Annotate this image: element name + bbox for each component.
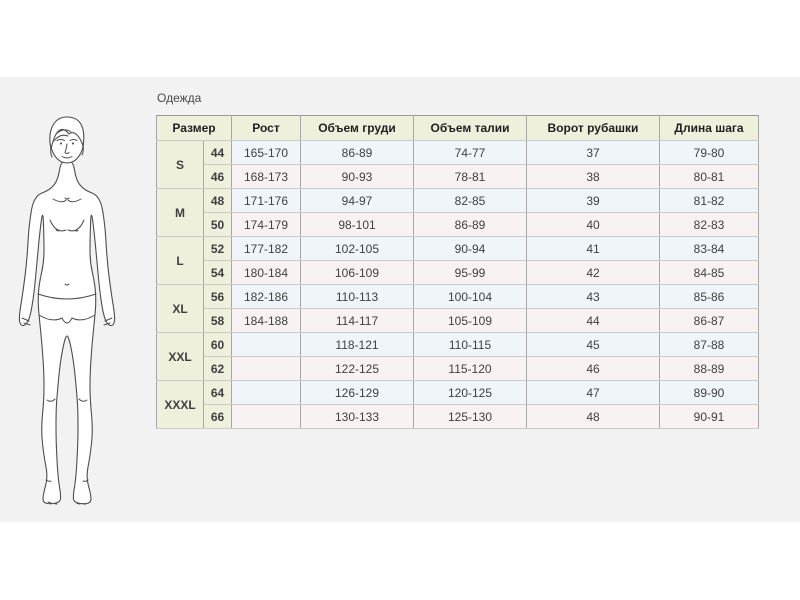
size-number-cell: 64 [204,381,232,405]
size-group-cell: XXL [157,333,204,381]
male-figure-illustration [8,112,126,510]
waist-cell: 78-81 [414,165,527,189]
collar-cell: 42 [527,261,660,285]
size-number-cell: 54 [204,261,232,285]
page-title: Одежда [157,91,202,105]
height-cell: 171-176 [232,189,301,213]
step-cell: 83-84 [660,237,759,261]
chest-cell: 130-133 [301,405,414,429]
step-cell: 87-88 [660,333,759,357]
chest-cell: 118-121 [301,333,414,357]
size-number-cell: 56 [204,285,232,309]
size-number-cell: 50 [204,213,232,237]
waist-cell: 95-99 [414,261,527,285]
size-number-cell: 58 [204,309,232,333]
collar-cell: 43 [527,285,660,309]
waist-cell: 105-109 [414,309,527,333]
height-cell [232,357,301,381]
size-number-cell: 44 [204,141,232,165]
table-row [157,141,759,165]
header-step: Длина шага [660,116,759,141]
waist-cell: 100-104 [414,285,527,309]
collar-cell: 46 [527,357,660,381]
step-cell: 88-89 [660,357,759,381]
waist-cell: 120-125 [414,381,527,405]
chest-cell: 98-101 [301,213,414,237]
waist-cell: 86-89 [414,213,527,237]
size-number-cell: 66 [204,405,232,429]
header-size: Размер [157,116,232,141]
step-cell: 79-80 [660,141,759,165]
table-row [157,285,759,309]
collar-cell: 47 [527,381,660,405]
height-cell: 177-182 [232,237,301,261]
step-cell: 81-82 [660,189,759,213]
size-number-cell: 46 [204,165,232,189]
size-table [156,115,759,429]
size-table-container [156,115,759,429]
collar-cell: 38 [527,165,660,189]
chest-cell: 90-93 [301,165,414,189]
table-row [157,213,759,237]
height-cell: 184-188 [232,309,301,333]
table-row [157,189,759,213]
chest-cell: 126-129 [301,381,414,405]
table-row [157,165,759,189]
collar-cell: 45 [527,333,660,357]
height-cell: 180-184 [232,261,301,285]
chest-cell: 110-113 [301,285,414,309]
height-cell [232,381,301,405]
size-table-body [157,141,759,429]
size-group-cell: XL [157,285,204,333]
waist-cell: 115-120 [414,357,527,381]
size-number-cell: 52 [204,237,232,261]
male-body-line-drawing [8,112,126,510]
table-row [157,333,759,357]
size-number-cell: 48 [204,189,232,213]
table-row [157,381,759,405]
step-cell: 89-90 [660,381,759,405]
height-cell: 165-170 [232,141,301,165]
step-cell: 85-86 [660,285,759,309]
height-cell [232,405,301,429]
chest-cell: 106-109 [301,261,414,285]
chest-cell: 114-117 [301,309,414,333]
collar-cell: 37 [527,141,660,165]
chest-cell: 102-105 [301,237,414,261]
size-group-cell: L [157,237,204,285]
header-collar: Ворот рубашки [527,116,660,141]
table-header-row [157,116,759,141]
height-cell: 174-179 [232,213,301,237]
size-group-cell: S [157,141,204,189]
size-number-cell: 60 [204,333,232,357]
header-chest: Объем груди [301,116,414,141]
collar-cell: 40 [527,213,660,237]
collar-cell: 44 [527,309,660,333]
chest-cell: 94-97 [301,189,414,213]
size-group-cell: XXXL [157,381,204,429]
waist-cell: 82-85 [414,189,527,213]
step-cell: 84-85 [660,261,759,285]
body-outline [19,160,114,504]
table-row [157,309,759,333]
waist-cell: 110-115 [414,333,527,357]
table-row [157,237,759,261]
step-cell: 80-81 [660,165,759,189]
header-waist: Объем талии [414,116,527,141]
collar-cell: 41 [527,237,660,261]
waist-cell: 90-94 [414,237,527,261]
chest-cell: 122-125 [301,357,414,381]
step-cell: 90-91 [660,405,759,429]
chest-cell: 86-89 [301,141,414,165]
waist-cell: 74-77 [414,141,527,165]
height-cell: 168-173 [232,165,301,189]
waist-cell: 125-130 [414,405,527,429]
step-cell: 86-87 [660,309,759,333]
size-number-cell: 62 [204,357,232,381]
header-height: Рост [232,116,301,141]
size-group-cell: M [157,189,204,237]
step-cell: 82-83 [660,213,759,237]
table-row [157,405,759,429]
height-cell [232,333,301,357]
height-cell: 182-186 [232,285,301,309]
table-row [157,357,759,381]
right-eye [72,143,74,145]
left-eye [60,143,62,145]
collar-cell: 39 [527,189,660,213]
collar-cell: 48 [527,405,660,429]
table-row [157,261,759,285]
